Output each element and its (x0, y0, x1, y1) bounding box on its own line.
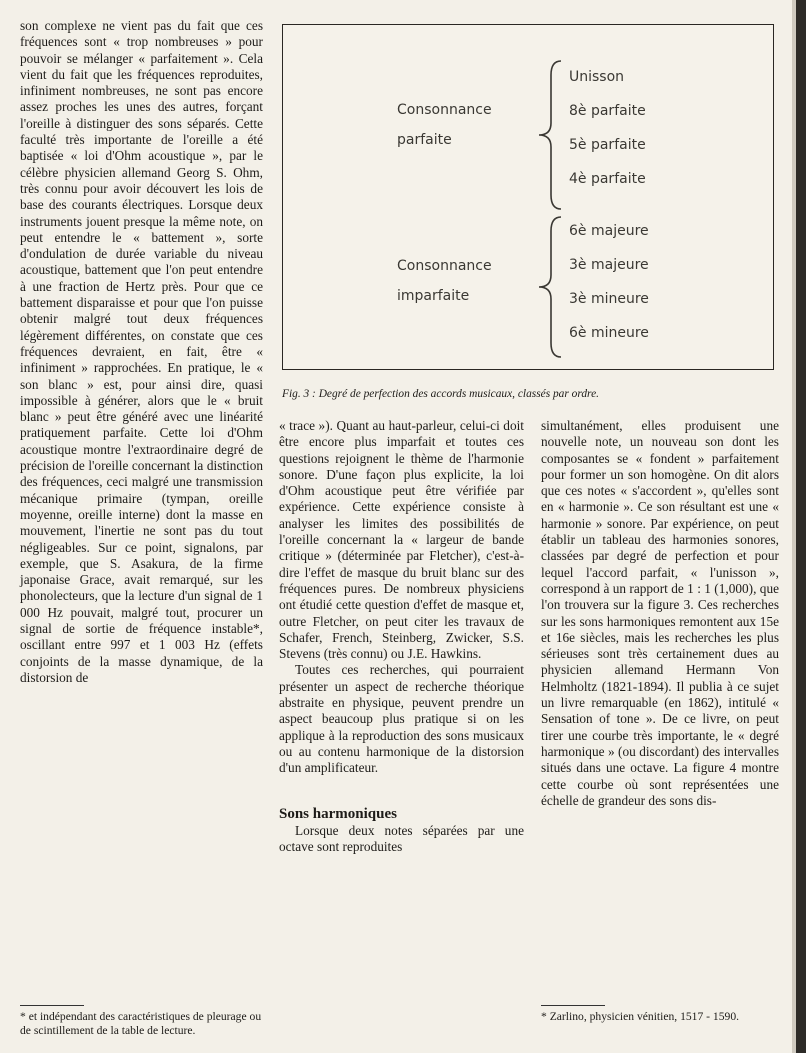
interval-item: Unisson (569, 69, 625, 85)
figure-consonance-table (282, 24, 774, 370)
interval-item: 4è parfaite (569, 171, 646, 187)
footnote-rule (541, 1005, 605, 1006)
group-items-perfect (569, 67, 646, 203)
footnote-right: * Zarlino, physicien vénitien, 1517 - 1590. (541, 1010, 740, 1023)
body-paragraph: Toutes ces recherches, qui pourraient présenter un aspect de recherche théorique abstraite en physique, peuvent prendre un aspect beaucoup plus pratique si on les applique à la reproduction des sons musicaux ou au contenu harmonique de la distorsion d'un amplificateur. (279, 662, 524, 776)
text-column-right (541, 418, 779, 809)
figure-caption: Fig. 3 : Degré de perfection des accords musicaux, classés par ordre. (282, 388, 599, 400)
section-heading: Sons harmoniques (279, 805, 397, 822)
group-items-imperfect (569, 221, 649, 357)
page-edge (796, 0, 806, 1053)
interval-item: 3è mineure (569, 291, 649, 307)
group-label-imperfect: Consonnance imparfaite (397, 258, 492, 304)
footnote-rule (20, 1005, 84, 1006)
brace-perfect-icon (535, 59, 569, 211)
text-column-middle (279, 418, 524, 855)
body-paragraph: son complexe ne vient pas du fait que ces fréquences sont « trop nombreuses » pour pouvoir se mélanger « parfaitement ». Cela vient du fait que les fréquences reproduites, infiniment nombreuses, ne sont pas encore assez proches les unes des autres, forçant l'oreille à distinguer des sons séparés. Cette faculté très importante de l'oreille a été baptisée « loi d'Ohm acoustique », par le célèbre physicien allemand Georg S. Ohm, très connu pour avoir découvert les lois de base des courants électriques. Lorsque deux instruments jouent presque la même note, on peut entendre le « battement », sorte d'ondulation de durée variable du niveau acoustique, battement que l'on peut entendre à une fraction de Hertz près. Pour que ce battement disparaisse et pour que l'on puisse obtenir malgré tout deux fréquences légèrement différentes, on constate que ces fréquences devraient, en fait, être « infiniment » rapprochées. En pratique, le « son blanc » est, pour ainsi dire, quasi impossible à générer, alors que le « bruit blanc » peut être généré avec une linéarité pratiquement parfaite. Cette loi d'Ohm acoustique montre l'extraordinaire degré de précision de l'oreille concernant la distinction des fréquences, ceci malgré une transmission mécanique primaire (tympan, oreille moyenne, oreille interne) dont la masse en mouvement, l'inertie ne sont pas du tout négligeables. Sur ce point, signalons, par exemple, que S. Asakura, de la firme japonaise Grace, avait remarqué, sur les phonolecteurs, que la lecture d'un signal de 1 000 Hz pouvait, malgré tout, procurer un signal de sortie de fréquence instable*, oscillant entre 997 et 1 003 Hz (effets conjoints de la masse dynamique, de la distorsion de (20, 18, 263, 685)
body-paragraph: simultanément, elles produisent une nouvelle note, un nouveau son dont les composantes se « fondent » parfaitement pour former un son homogène. On dit alors que ces notes « s'accordent », qu'elles sont en « harmonie ». Ce son résultant est une « harmonie » sonore. Par expérience, on peut établir un tableau des harmonies sonores, classées par degré de perfection et pour lequel l'accord parfait, « l'unisson », correspond à un rapport de 1 : 1 (1,000), que l'on trouvera sur la figure 3. Ces recherches sur les sons harmoniques remontent aux 15e et 16e siècles, mais les recherches les plus sérieuses sont très certainement dues au physicien allemand Hermann Von Helmholtz (1821-1894). Il publia à ce sujet un livre remarquable (en 1862), intitulé « Sensation of tone ». De ce livre, on peut tirer une courbe très importante, le « degré harmonique » (ou discordant) des intervalles situés dans une octave. La figure 4 montre cette courbe où sont représentées une échelle de grandeur des sons dis- (541, 418, 779, 808)
interval-item: 8è parfaite (569, 103, 646, 119)
text-column-left (20, 18, 263, 686)
interval-item: 6è majeure (569, 223, 649, 239)
interval-item: 3è majeure (569, 257, 649, 273)
interval-item: 5è parfaite (569, 137, 646, 153)
body-paragraph: « trace »). Quant au haut-parleur, celui-ci doit être encore plus imparfait et toutes ces questions rejoignent le thème de l'harmonie sonore. D'une façon plus explicite, la loi d'Ohm acoustique peut être vérifiée par expérience. Cette expérience consiste à analyser les limites des possibilités de l'oreille concernant la « largeur de bande critique » (déterminée par Fletcher), c'est-à-dire l'effet de masque du bruit blanc sur des fréquences pures. De nombreux physiciens ont étudié cette question d'effet de masque et, outre Fletcher, on peut citer les travaux de Schafer, French, Steinberg, Zwicker, S.S. Stevens (très connu) ou J.E. Hawkins. (279, 418, 524, 662)
footnote-left: * et indépendant des caractéristiques de pleurage ou de scintillement de la table de lecture. (20, 1010, 262, 1037)
brace-imperfect-icon (535, 215, 569, 359)
group-label-perfect: Consonnance parfaite (397, 102, 492, 148)
body-paragraph: Lorsque deux notes séparées par une octave sont reproduites (279, 822, 524, 854)
interval-item: 6è mineure (569, 325, 649, 341)
